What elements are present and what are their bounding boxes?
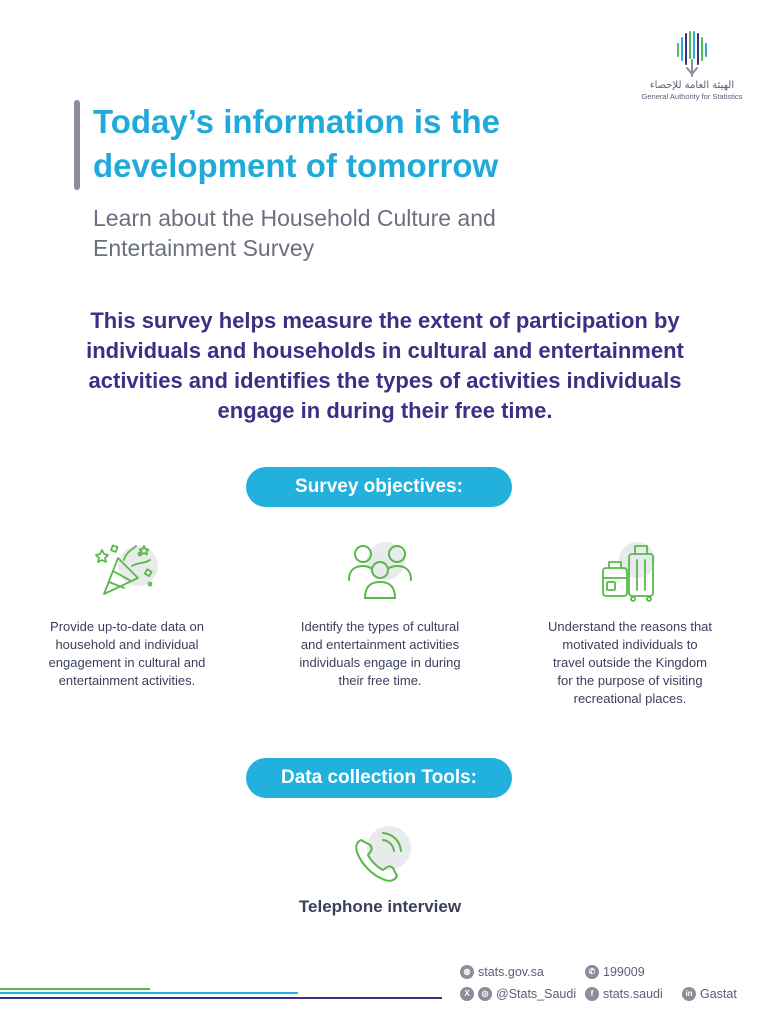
facebook-icon: f <box>585 987 599 1001</box>
objective-text-line: their free time. <box>338 673 422 688</box>
objective-text <box>285 618 475 690</box>
data-collection-tools-heading: Data collection Tools: <box>246 758 512 798</box>
survey-description-line: engage in during their free time. <box>217 398 553 423</box>
contact-info <box>460 965 750 1007</box>
social-handle-text: @Stats_Saudi <box>496 987 577 1001</box>
objective-text-line: engagement in cultural and <box>48 655 206 670</box>
page-subtitle-line: Entertainment Survey <box>93 235 315 261</box>
objective-text-line: entertainment activities. <box>58 673 196 688</box>
survey-description-line: activities and identifies the types of activities individuals <box>88 368 682 393</box>
x-icon: X <box>460 987 474 1001</box>
objective-text-line: for the purpose of visiting <box>557 673 703 688</box>
linkedin-icon: in <box>682 987 696 1001</box>
footer-line-green <box>0 988 150 990</box>
facebook-text: stats.saudi <box>603 987 663 1001</box>
website-link[interactable] <box>460 965 544 979</box>
survey-description <box>60 306 710 426</box>
page-title <box>93 100 613 188</box>
survey-description-line: This survey helps measure the extent of participation by <box>90 308 680 333</box>
linkedin-link[interactable] <box>682 987 737 1001</box>
page-subtitle-line: Learn about the Household Culture and <box>93 205 496 231</box>
footer-line-blue <box>0 992 298 994</box>
objective-item <box>535 540 725 708</box>
objective-text-line: Understand the reasons that <box>547 619 713 634</box>
contact-row <box>460 987 750 1007</box>
objective-text <box>32 618 222 690</box>
instagram-icon: ◎ <box>478 987 492 1001</box>
objective-text-line: travel outside the Kingdom <box>553 655 707 670</box>
objective-text-line: household and individual <box>55 637 199 652</box>
globe-icon: ◍ <box>460 965 474 979</box>
logo-arabic-text: الهيئة العامة للإحصاء <box>649 80 735 91</box>
survey-objectives-heading: Survey objectives: <box>246 467 512 507</box>
footer-line-purple <box>0 997 442 999</box>
objective-text <box>535 618 725 708</box>
logo-english-text: General Authority for Statistics <box>641 92 743 101</box>
title-accent-bar <box>74 100 80 190</box>
gastat-logo <box>640 30 744 102</box>
phone-icon <box>345 826 415 890</box>
objective-text-line: recreational places. <box>573 691 687 706</box>
objective-text-line: Provide up-to-date data on <box>50 619 204 634</box>
page-subtitle <box>93 203 593 263</box>
facebook-link[interactable] <box>585 987 663 1001</box>
objective-text-line: motivated individuals to <box>562 637 698 652</box>
tool-item <box>285 826 475 918</box>
objective-text-line: Identify the types of cultural <box>300 619 460 634</box>
tool-label: Telephone interview <box>298 897 462 916</box>
footer-decorative-lines <box>0 988 445 1000</box>
people-group-icon <box>345 540 415 606</box>
page-title-line: Today’s information is the <box>93 103 501 140</box>
phone-small-icon: ✆ <box>585 965 599 979</box>
objective-item <box>285 540 475 690</box>
objective-item <box>32 540 222 690</box>
social-handle-link[interactable] <box>460 987 576 1001</box>
phone-number[interactable] <box>585 965 645 979</box>
phone-text: 199009 <box>603 965 645 979</box>
logo-mark-icon <box>672 30 712 78</box>
linkedin-text: Gastat <box>700 987 737 1001</box>
objective-text-line: individuals engage in during <box>299 655 461 670</box>
website-text: stats.gov.sa <box>478 965 544 979</box>
survey-description-line: individuals and households in cultural and entertainment <box>86 338 684 363</box>
page-title-line: development of tomorrow <box>93 147 499 184</box>
luggage-icon <box>595 540 665 606</box>
objective-text-line: and entertainment activities <box>300 637 460 652</box>
contact-row <box>460 965 750 985</box>
party-popper-icon <box>92 540 162 606</box>
